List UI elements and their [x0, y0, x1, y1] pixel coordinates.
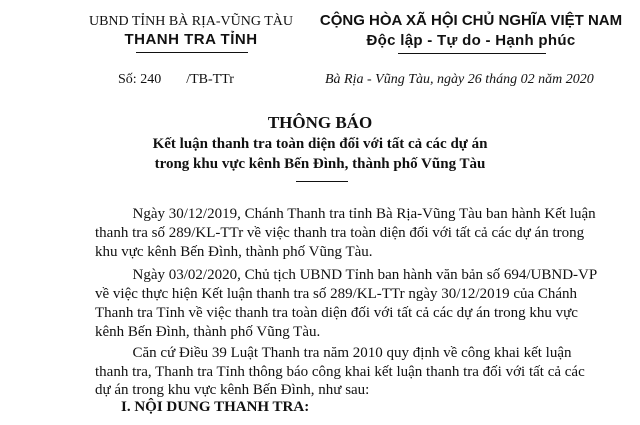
paragraph-2-line-3: Thanh tra Tỉnh về việc thanh tra toàn diện đối với tất cả các dự án trong khu vực — [95, 305, 578, 321]
document-subtitle-line-2: trong khu vực kênh Bến Đình, thành phố Vũng Tàu — [154, 156, 486, 172]
document-number — [118, 72, 234, 88]
paragraph-3-line-1: Căn cứ Điều 39 Luật Thanh tra năm 2010 quy định về công khai kết luận — [95, 345, 572, 361]
document-number-value: 240 — [140, 72, 162, 87]
org-name: THANH TRA TỈNH — [124, 31, 258, 48]
paragraph-2-line-4: kênh Bến Đình, thành phố Vũng Tàu. — [95, 324, 321, 340]
motto: Độc lập - Tự do - Hạnh phúc — [366, 32, 576, 49]
paragraph-1-line-3: khu vực kênh Bến Đình, thành phố Vũng Tàu. — [95, 244, 373, 260]
document-subtitle-line-1: Kết luận thanh tra toàn diện đối với tất cả các dự án — [152, 136, 488, 152]
paragraph-1-line-1: Ngày 30/12/2019, Chánh Thanh tra tỉnh Bà Rịa-Vũng Tàu ban hành Kết luận — [95, 206, 596, 222]
paragraph-2-line-1: Ngày 03/02/2020, Chủ tịch UBND Tỉnh ban hành văn bản số 694/UBND-VP — [95, 267, 598, 283]
nation-title: CỘNG HÒA XÃ HỘI CHỦ NGHĨA VIỆT NAM — [319, 12, 623, 29]
document-date: Bà Rịa - Vũng Tàu, ngày 26 tháng 02 năm 2020 — [325, 72, 594, 87]
document-number-suffix: /TB-TTr — [186, 72, 234, 87]
org-underline — [136, 52, 248, 53]
paragraph-2-line-2: về việc thực hiện Kết luận thanh tra số 289/KL-TTr ngày 30/12/2019 của Chánh — [95, 286, 578, 302]
document-number-prefix: Số: — [118, 72, 141, 87]
section-heading: I. NỘI DUNG THANH TRA: — [121, 399, 310, 415]
paragraph-3-line-2: thanh tra, Thanh tra Tỉnh thông báo công khai kết luận thanh tra đối với tất cả các — [95, 364, 585, 380]
motto-underline — [398, 53, 546, 54]
org-parent: UBND TỈNH BÀ RỊA-VŨNG TÀU — [88, 14, 294, 29]
paragraph-3-line-3: dự án trong khu vực kênh Bến Đình, như sau: — [95, 382, 370, 398]
paragraph-1-line-2: thanh tra số 289/KL-TTr về việc thanh tra toàn diện đối với tất cả các dự án trong — [95, 225, 585, 241]
document-title: THÔNG BÁO — [267, 113, 373, 132]
subtitle-underline — [296, 181, 348, 182]
